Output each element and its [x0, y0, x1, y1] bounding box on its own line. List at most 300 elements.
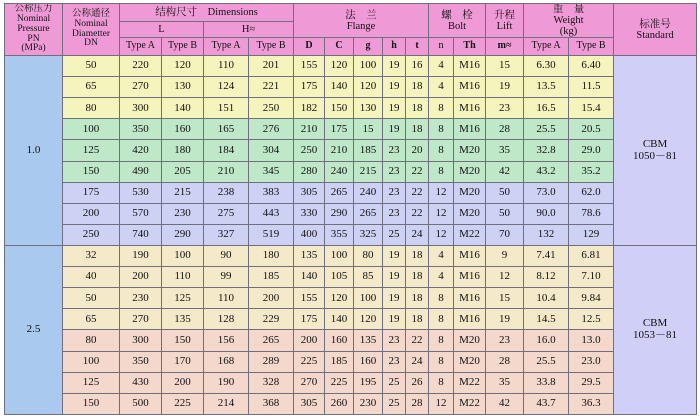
table-cell: 304 [249, 140, 294, 161]
table-cell: 10.4 [524, 288, 569, 309]
table-cell: 250 [249, 98, 294, 119]
table-cell: 215 [162, 182, 204, 203]
table-cell: 420 [120, 140, 162, 161]
table-cell: 29.0 [569, 140, 614, 161]
table-cell: M16 [454, 288, 486, 309]
table-cell: 8 [429, 309, 454, 330]
table-cell: M16 [454, 267, 486, 288]
table-cell: 170 [162, 351, 204, 372]
table-cell: 22 [406, 203, 429, 224]
table-row [5, 161, 697, 182]
table-cell: 530 [120, 182, 162, 203]
table-cell: 430 [120, 372, 162, 393]
table-cell: 18 [406, 267, 429, 288]
table-row [5, 267, 697, 288]
valve-spec-table [4, 3, 697, 415]
table-cell: 12 [429, 393, 454, 414]
table-cell: 25.5 [524, 351, 569, 372]
diameter-header: 公称通径 Nominal Diametter DN [63, 4, 120, 56]
table-cell: 7.10 [569, 267, 614, 288]
table-cell: 28 [406, 393, 429, 414]
length-header: L [120, 22, 204, 38]
table-cell: 740 [120, 224, 162, 245]
table-row [5, 309, 697, 330]
sub-header: g [354, 38, 383, 56]
table-cell: 135 [354, 330, 383, 351]
table-cell: M16 [454, 309, 486, 330]
table-cell: 65 [63, 309, 120, 330]
table-cell: 210 [325, 140, 354, 161]
table-cell: 15 [486, 56, 524, 77]
table-cell: 368 [249, 393, 294, 414]
table-cell: 200 [63, 203, 120, 224]
table-cell: 32.8 [524, 140, 569, 161]
sub-header: Type A [524, 38, 569, 56]
table-cell: 135 [294, 246, 325, 267]
table-cell: 490 [120, 161, 162, 182]
table-cell: 13.5 [524, 77, 569, 98]
table-cell: 25 [383, 372, 406, 393]
table-cell: 130 [354, 98, 383, 119]
table-cell: 70 [486, 224, 524, 245]
table-cell: 73.0 [524, 182, 569, 203]
table-cell: 275 [204, 203, 249, 224]
table-cell: 20 [406, 140, 429, 161]
table-cell: 383 [249, 182, 294, 203]
table-cell: 195 [354, 372, 383, 393]
table-cell: 15.4 [569, 98, 614, 119]
table-cell: 221 [249, 77, 294, 98]
table-cell: 12.5 [569, 309, 614, 330]
table-cell: 18 [406, 288, 429, 309]
table-cell: 570 [120, 203, 162, 224]
table-cell: 290 [162, 224, 204, 245]
table-cell: 19 [383, 56, 406, 77]
table-cell: 9.84 [569, 288, 614, 309]
sub-header: C [325, 38, 354, 56]
table-cell: 150 [162, 330, 204, 351]
table-cell: 230 [120, 288, 162, 309]
table-cell: M16 [454, 98, 486, 119]
table-cell: 18 [406, 98, 429, 119]
pressure-cell: 1.0 [5, 56, 63, 246]
pressure-header: 公称压力 Nominal Pressure PN (MPa) [5, 4, 63, 56]
table-row [5, 224, 697, 245]
table-header [5, 4, 697, 56]
table-cell: 190 [204, 372, 249, 393]
table-cell: M20 [454, 203, 486, 224]
table-cell: 210 [294, 119, 325, 140]
table-cell: 350 [120, 351, 162, 372]
table-cell: 140 [162, 98, 204, 119]
standard-code: CBM [642, 137, 668, 150]
table-cell: 78.6 [569, 203, 614, 224]
table-cell: 185 [249, 267, 294, 288]
table-cell: 12 [429, 224, 454, 245]
table-cell: 151 [204, 98, 249, 119]
table-cell: 8 [429, 330, 454, 351]
table-cell: 16.5 [524, 98, 569, 119]
table-cell: M20 [454, 351, 486, 372]
table-cell: 240 [325, 161, 354, 182]
table-cell: 16.0 [524, 330, 569, 351]
table-cell: 100 [63, 351, 120, 372]
height-header: H≈ [204, 22, 294, 38]
table-row [5, 98, 697, 119]
table-cell: 80 [63, 98, 120, 119]
table-cell: 40 [63, 267, 120, 288]
table-row [5, 140, 697, 161]
table-cell: 150 [325, 98, 354, 119]
table-cell: 110 [204, 56, 249, 77]
table-cell: 160 [325, 330, 354, 351]
table-cell: 23 [383, 140, 406, 161]
table-cell: M22 [454, 372, 486, 393]
table-cell: 11.5 [569, 77, 614, 98]
table-cell: 300 [120, 330, 162, 351]
table-cell: 50 [486, 203, 524, 224]
table-cell: 100 [162, 246, 204, 267]
table-cell: 225 [162, 393, 204, 414]
table-cell: 8 [429, 288, 454, 309]
standard-number: 1050－81 [633, 149, 678, 162]
table-cell: 305 [294, 182, 325, 203]
table-cell: 185 [325, 351, 354, 372]
table-cell: 4 [429, 77, 454, 98]
table-cell: 19 [383, 288, 406, 309]
table-cell: 26 [406, 372, 429, 393]
table-cell: 276 [249, 119, 294, 140]
table-cell: 18 [406, 309, 429, 330]
table-cell: 214 [204, 393, 249, 414]
table-cell: M16 [454, 56, 486, 77]
table-cell: 443 [249, 203, 294, 224]
table-cell: 29.5 [569, 372, 614, 393]
sub-header: t [406, 38, 429, 56]
table-cell: 13.0 [569, 330, 614, 351]
table-cell: 225 [325, 372, 354, 393]
table-cell: 18 [406, 246, 429, 267]
table-cell: 205 [162, 161, 204, 182]
table-cell: 110 [204, 288, 249, 309]
table-cell: 120 [162, 56, 204, 77]
table-cell: 130 [162, 77, 204, 98]
table-cell: 182 [294, 98, 325, 119]
table-cell: 120 [354, 309, 383, 330]
table-cell: 90 [204, 246, 249, 267]
table-cell: 23 [383, 330, 406, 351]
table-cell: M16 [454, 77, 486, 98]
table-cell: 290 [325, 203, 354, 224]
table-cell: 519 [249, 224, 294, 245]
table-cell: 6.30 [524, 56, 569, 77]
table-cell: 22 [406, 330, 429, 351]
sub-header: D [294, 38, 325, 56]
table-cell: 210 [204, 161, 249, 182]
table-row [5, 246, 697, 267]
table-cell: 229 [249, 309, 294, 330]
table-cell: 22 [406, 182, 429, 203]
table-cell: 238 [204, 182, 249, 203]
table-cell: 35 [486, 140, 524, 161]
table-cell: 80 [354, 246, 383, 267]
table-cell: 327 [204, 224, 249, 245]
table-cell: 43.7 [524, 393, 569, 414]
table-cell: 185 [354, 140, 383, 161]
table-cell: 7.41 [524, 246, 569, 267]
table-cell: 270 [120, 77, 162, 98]
table-cell: 99 [204, 267, 249, 288]
table-cell: 265 [249, 330, 294, 351]
sub-header: Type B [569, 38, 614, 56]
table-cell: 50 [63, 56, 120, 77]
table-cell: 6.81 [569, 246, 614, 267]
table-row [5, 56, 697, 77]
table-cell: 150 [63, 393, 120, 414]
table-row [5, 203, 697, 224]
sub-header: h [383, 38, 406, 56]
table-cell: 190 [120, 246, 162, 267]
sub-header: Type A [204, 38, 249, 56]
table-cell: 250 [63, 224, 120, 245]
table-cell: 35.2 [569, 161, 614, 182]
table-cell: 300 [120, 98, 162, 119]
table-row [5, 182, 697, 203]
bolt-header: 螺 栓 Bolt [429, 4, 486, 38]
table-cell: 19 [486, 309, 524, 330]
table-cell: 19 [486, 77, 524, 98]
table-cell: 150 [63, 161, 120, 182]
table-cell: 175 [294, 309, 325, 330]
table-cell: 100 [63, 119, 120, 140]
table-cell: 175 [325, 119, 354, 140]
dimensions-header: 结构尺寸 Dimensions [120, 4, 294, 22]
table-cell: 15 [486, 288, 524, 309]
table-cell: 120 [354, 77, 383, 98]
table-cell: 160 [162, 119, 204, 140]
sub-header: m≈ [486, 38, 524, 56]
table-row [5, 330, 697, 351]
table-cell: 129 [569, 224, 614, 245]
table-cell: 32 [63, 246, 120, 267]
table-cell: 325 [354, 224, 383, 245]
sub-header: n [429, 38, 454, 56]
table-cell: 140 [325, 309, 354, 330]
table-cell: 220 [120, 56, 162, 77]
table-cell: 23 [486, 98, 524, 119]
table-cell: 28 [486, 351, 524, 372]
table-cell: 23 [383, 182, 406, 203]
standard-code: CBM [642, 317, 668, 330]
table-cell: 125 [162, 288, 204, 309]
table-cell: 140 [294, 267, 325, 288]
table-cell: 19 [383, 98, 406, 119]
table-cell: 80 [63, 330, 120, 351]
table-cell: 20.5 [569, 119, 614, 140]
table-cell: 225 [294, 351, 325, 372]
table-cell: 62.0 [569, 182, 614, 203]
standard-cell [614, 246, 697, 415]
lift-header: 升程 Lift [486, 4, 524, 38]
table-cell: 19 [383, 119, 406, 140]
table-cell: 280 [294, 161, 325, 182]
table-cell: 4 [429, 56, 454, 77]
table-cell: 25.5 [524, 119, 569, 140]
table-cell: 180 [249, 246, 294, 267]
table-cell: 175 [63, 182, 120, 203]
table-cell: 23 [383, 161, 406, 182]
table-cell: 6.40 [569, 56, 614, 77]
table-cell: 265 [354, 203, 383, 224]
table-cell: 100 [354, 288, 383, 309]
table-cell: 12 [429, 203, 454, 224]
table-cell: 85 [354, 267, 383, 288]
table-cell: 200 [120, 267, 162, 288]
pressure-cell: 2.5 [5, 246, 63, 415]
table-cell: 200 [162, 372, 204, 393]
table-cell: 8 [429, 98, 454, 119]
table-cell: 28 [486, 119, 524, 140]
weight-header: 重 量 Weight (kg) [524, 4, 614, 38]
table-cell: 180 [162, 140, 204, 161]
table-cell: 155 [294, 288, 325, 309]
table-cell: 8 [429, 351, 454, 372]
table-cell: 289 [249, 351, 294, 372]
table-cell: 42 [486, 393, 524, 414]
table-cell: 18 [406, 119, 429, 140]
table-cell: 12 [429, 182, 454, 203]
table-cell: 8 [429, 161, 454, 182]
table-row [5, 393, 697, 414]
table-cell: 25 [383, 224, 406, 245]
table-row [5, 351, 697, 372]
table-cell: 120 [325, 288, 354, 309]
table-cell: 155 [294, 56, 325, 77]
table-cell: 128 [204, 309, 249, 330]
table-cell: M20 [454, 140, 486, 161]
table-cell: 120 [325, 56, 354, 77]
table-cell: 240 [354, 182, 383, 203]
table-cell: M20 [454, 330, 486, 351]
table-cell: 260 [325, 393, 354, 414]
table-cell: 200 [294, 330, 325, 351]
table-cell: 165 [204, 119, 249, 140]
table-cell: 201 [249, 56, 294, 77]
table-cell: 23 [383, 203, 406, 224]
table-cell: 50 [486, 182, 524, 203]
table-cell: 23 [383, 351, 406, 372]
table-cell: 350 [120, 119, 162, 140]
table-cell: 110 [162, 267, 204, 288]
table-cell: 14.5 [524, 309, 569, 330]
table-cell: 19 [383, 77, 406, 98]
table-cell: 305 [294, 393, 325, 414]
table-cell: 125 [63, 372, 120, 393]
table-cell: 132 [524, 224, 569, 245]
sub-header: Type A [120, 38, 162, 56]
table-cell: 270 [294, 372, 325, 393]
table-cell: 19 [383, 267, 406, 288]
table-cell: 330 [294, 203, 325, 224]
table-cell: 200 [249, 288, 294, 309]
table-cell: 4 [429, 246, 454, 267]
table-cell: 124 [204, 77, 249, 98]
table-cell: 4 [429, 267, 454, 288]
table-cell: 125 [63, 140, 120, 161]
table-cell: M16 [454, 119, 486, 140]
table-cell: 33.8 [524, 372, 569, 393]
table-cell: 18 [406, 77, 429, 98]
table-cell: 135 [162, 309, 204, 330]
table-cell: 184 [204, 140, 249, 161]
standard-cell [614, 56, 697, 246]
table-cell: M20 [454, 182, 486, 203]
sub-header: Type B [162, 38, 204, 56]
table-cell: 328 [249, 372, 294, 393]
table-cell: 140 [325, 77, 354, 98]
table-cell: 8 [429, 372, 454, 393]
sub-header: Th [454, 38, 486, 56]
table-row [5, 119, 697, 140]
table-cell: 22 [406, 161, 429, 182]
table-cell: 175 [294, 77, 325, 98]
table-cell: 160 [354, 351, 383, 372]
table-cell: 24 [406, 224, 429, 245]
table-cell: 100 [354, 56, 383, 77]
table-body [5, 56, 697, 415]
table-cell: 25 [383, 393, 406, 414]
table-cell: 24 [406, 351, 429, 372]
table-cell: 270 [120, 309, 162, 330]
table-row [5, 77, 697, 98]
table-cell: 90.0 [524, 203, 569, 224]
table-cell: M20 [454, 161, 486, 182]
table-cell: M22 [454, 393, 486, 414]
table-cell: 500 [120, 393, 162, 414]
table-row [5, 288, 697, 309]
table-cell: 23 [486, 330, 524, 351]
standard-header: 标准号 Standard [614, 4, 697, 56]
table-cell: 100 [325, 246, 354, 267]
table-cell: 19 [383, 246, 406, 267]
table-cell: 43.2 [524, 161, 569, 182]
table-cell: 230 [162, 203, 204, 224]
table-cell: 8.12 [524, 267, 569, 288]
sub-header: Type B [249, 38, 294, 56]
table-cell: 12 [486, 267, 524, 288]
table-cell: 19 [383, 309, 406, 330]
table-cell: 15 [354, 119, 383, 140]
table-cell: M16 [454, 246, 486, 267]
table-cell: 16 [406, 56, 429, 77]
flange-header: 法 兰 Flange [294, 4, 429, 38]
table-row [5, 372, 697, 393]
standard-number: 1053－81 [633, 329, 678, 342]
table-cell: 355 [325, 224, 354, 245]
table-cell: 168 [204, 351, 249, 372]
table-cell: 35 [486, 372, 524, 393]
table-cell: 8 [429, 119, 454, 140]
table-cell: 265 [325, 182, 354, 203]
table-cell: 65 [63, 77, 120, 98]
table-cell: 42 [486, 161, 524, 182]
table-cell: 50 [63, 288, 120, 309]
table-cell: 215 [354, 161, 383, 182]
table-cell: 400 [294, 224, 325, 245]
table-cell: 9 [486, 246, 524, 267]
table-cell: 250 [294, 140, 325, 161]
table-cell: 105 [325, 267, 354, 288]
